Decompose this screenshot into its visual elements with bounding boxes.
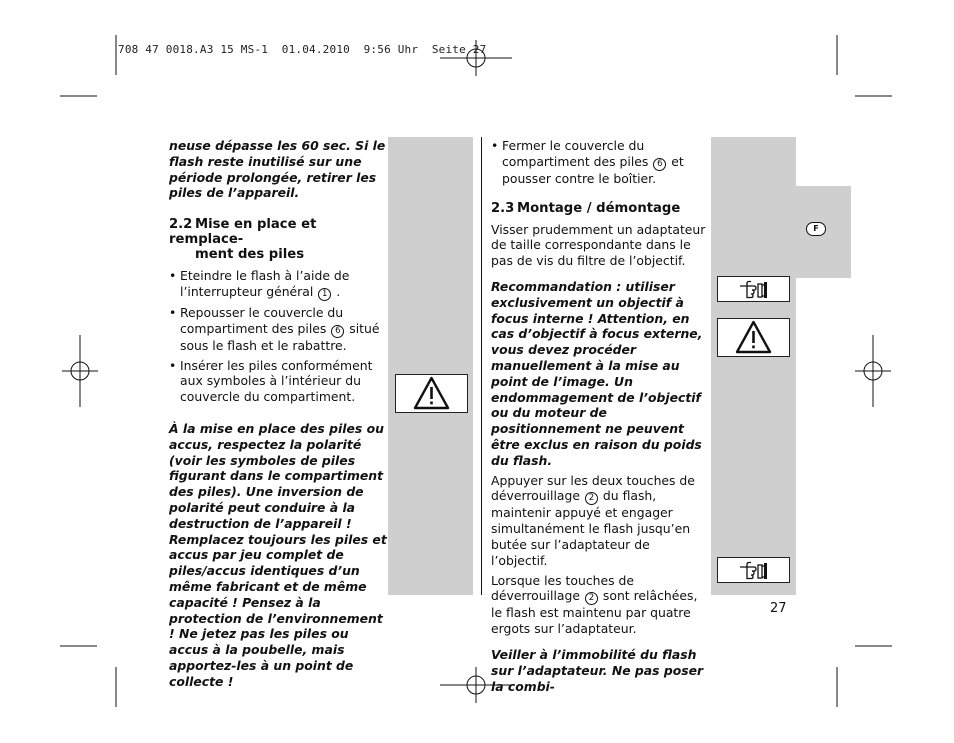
crop-mark-crosshair-icon xyxy=(62,335,98,407)
paragraph: Visser prudemment un adaptateur de taille correspondante dans le pas de vis du filtre de l’objectif. xyxy=(491,221,706,269)
ref-number-circle: 2 xyxy=(585,592,598,605)
language-badge: F xyxy=(806,222,826,236)
section-title-line2: ment des piles xyxy=(195,247,305,263)
crop-mark-crosshair-icon xyxy=(855,335,891,407)
intro-text: neuse dépasse les 60 sec. Si le flash reste inutilisé sur une période prolongée, retirer les piles de l’appareil. xyxy=(169,138,386,201)
bullet-item: • Repousser le couvercle du compartiment des piles 6 situé sous le flash et le rabattre. xyxy=(169,305,387,354)
section-number: 2.2 xyxy=(169,217,193,233)
ref-number-circle: 2 xyxy=(585,492,598,505)
bullet-item: • Fermer le couvercle du compartiment des piles 6 et pousser contre le boîtier. xyxy=(491,138,709,187)
ref-number-circle: 1 xyxy=(318,288,331,301)
page-number: 27 xyxy=(770,601,787,616)
paragraph: Appuyer sur les deux touches de déverrouillage 2 du flash, maintenir appuyé et engager simultanément le flash jusqu’en butée sur l’adaptateur de l’objectif. xyxy=(491,472,695,568)
battery-warning-text: À la mise en place des piles ou accus, respectez la polarité (voir les symboles de piles figurant dans le compartiment des piles). Une inversion de polarité peut conduire à la destruction de l’appareil ! Remplacez toujours les piles et accus par jeu complet de piles/accus identiques d’un même fabricant et de même capacité ! Pensez à la protection de l’environnement ! Ne jetez pas les piles ou accus à la poubelle, mais apportez-les à un point de collecte ! xyxy=(169,420,387,689)
section-number: 2.3 xyxy=(491,200,515,216)
bullet-item: • Insérer les piles conformément aux symboles à l’intérieur du couvercle du compartiment. xyxy=(169,358,387,405)
crop-mark-crosshair-icon xyxy=(440,667,512,703)
ref-number-circle: 6 xyxy=(331,325,344,338)
section-title: Montage / démontage xyxy=(517,200,681,216)
section-title-line1: Mise en place et remplace- xyxy=(169,217,317,248)
paragraph: Lorsque les touches de déverrouillage 2 sont relâchées, le flash est maintenu par quatre ergots sur l’adaptateur. xyxy=(491,572,698,637)
crop-mark-crosshair-icon xyxy=(440,40,512,76)
recommendation-text: Recommandation : utiliser exclusivement un objectif à focus interne ! Attention, en cas d’objectif à focus externe, vous devez procéder manuellement à la mise au point de l’image. Un endommagement de l’objectif ou du moteur de positionnement ne peuvent être exclus en raison du poids du flash. xyxy=(491,278,703,468)
bullet-item: • Eteindre le flash à l’aide de l’interrupteur général 1 . xyxy=(169,268,387,301)
ref-number-circle: 6 xyxy=(653,158,666,171)
final-note-text: Veiller à l’immobilité du flash sur l’adaptateur. Ne pas poser la combi- xyxy=(491,646,704,694)
print-header: 708 47 0018.A3 15 MS-1 01.04.2010 9:56 Uhr Seite 27 xyxy=(118,43,487,56)
